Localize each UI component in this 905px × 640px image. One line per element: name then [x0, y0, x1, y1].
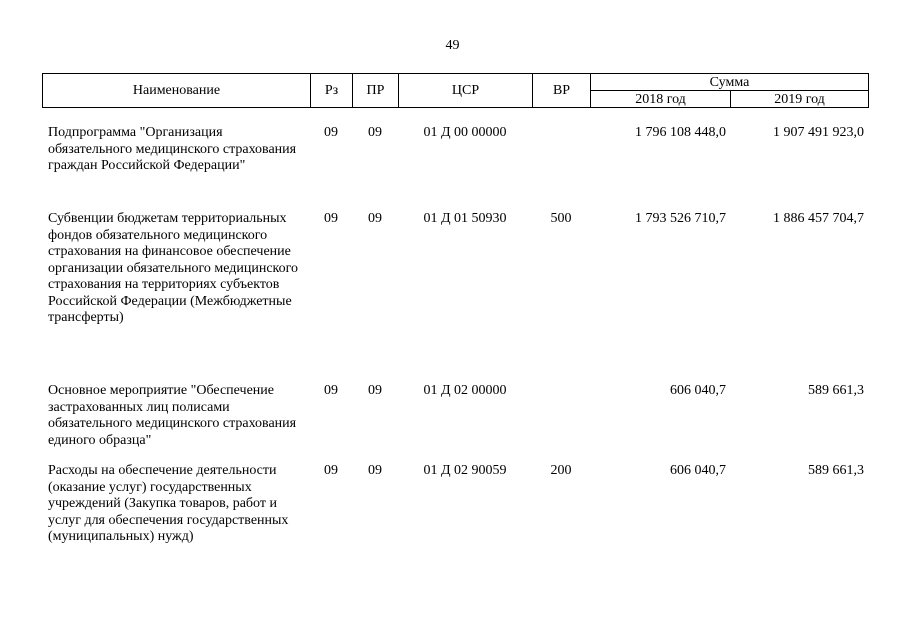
- row-pr: 09: [368, 211, 382, 226]
- page-number: 49: [445, 38, 460, 53]
- row-csr: 01 Д 00 00000: [423, 125, 507, 140]
- row-vr: [532, 383, 590, 463]
- header-pr: ПР: [353, 74, 399, 108]
- table-header: [42, 73, 869, 108]
- row-vr: [532, 125, 590, 211]
- header-vr: ВР: [533, 74, 591, 108]
- row-rz: 09: [324, 125, 338, 140]
- header-rz: Рз: [311, 74, 353, 108]
- row-vr: 500: [550, 211, 572, 226]
- row-name: Субвенции бюджетам территориальных фондов обязательного медицинского страхования на финансовое обеспечение организации обязательного медицинского страхования на территориях субъектов Российской Федерации (Межбюджетные трансферты): [48, 211, 299, 325]
- row-sum-2018: 606 040,7: [670, 463, 726, 478]
- header-name: Наименование: [43, 74, 311, 108]
- table-row: [42, 463, 868, 573]
- header-sum: Сумма: [591, 74, 869, 91]
- row-sum-2018: 606 040,7: [670, 383, 726, 398]
- row-name: Расходы на обеспечение деятельности (оказание услуг) государственных учреждений (Закупка товаров, работ и услуг для обеспечения государственных (муниципальных) нужд): [48, 463, 289, 544]
- row-rz: 09: [324, 211, 338, 226]
- budget-table: [42, 125, 868, 573]
- row-pr: 09: [368, 383, 382, 398]
- row-rz: 09: [324, 383, 338, 398]
- table-row: [42, 125, 868, 211]
- row-csr: 01 Д 02 00000: [423, 383, 507, 398]
- header-year-2019: 2019 год: [731, 91, 869, 108]
- row-sum-2018: 1 796 108 448,0: [635, 125, 726, 140]
- row-name: Подпрограмма "Организация обязательного медицинского страхования граждан Российской Федерации": [48, 125, 297, 173]
- row-sum-2019: 589 661,3: [808, 463, 864, 478]
- row-name: Основное мероприятие "Обеспечение застрахованных лиц полисами обязательного медицинского страхования единого образца": [48, 383, 297, 448]
- row-rz: 09: [324, 463, 338, 478]
- row-vr: 200: [550, 463, 572, 478]
- row-sum-2019: 589 661,3: [808, 383, 864, 398]
- row-pr: 09: [368, 125, 382, 140]
- row-csr: 01 Д 02 90059: [423, 463, 507, 478]
- row-csr: 01 Д 01 50930: [423, 211, 507, 226]
- table-row: [42, 383, 868, 463]
- table-row: [42, 211, 868, 383]
- row-sum-2019: 1 907 491 923,0: [773, 125, 864, 140]
- row-sum-2018: 1 793 526 710,7: [635, 211, 726, 226]
- header-csr: ЦСР: [399, 74, 533, 108]
- row-pr: 09: [368, 463, 382, 478]
- row-sum-2019: 1 886 457 704,7: [773, 211, 864, 226]
- header-year-2018: 2018 год: [591, 91, 731, 108]
